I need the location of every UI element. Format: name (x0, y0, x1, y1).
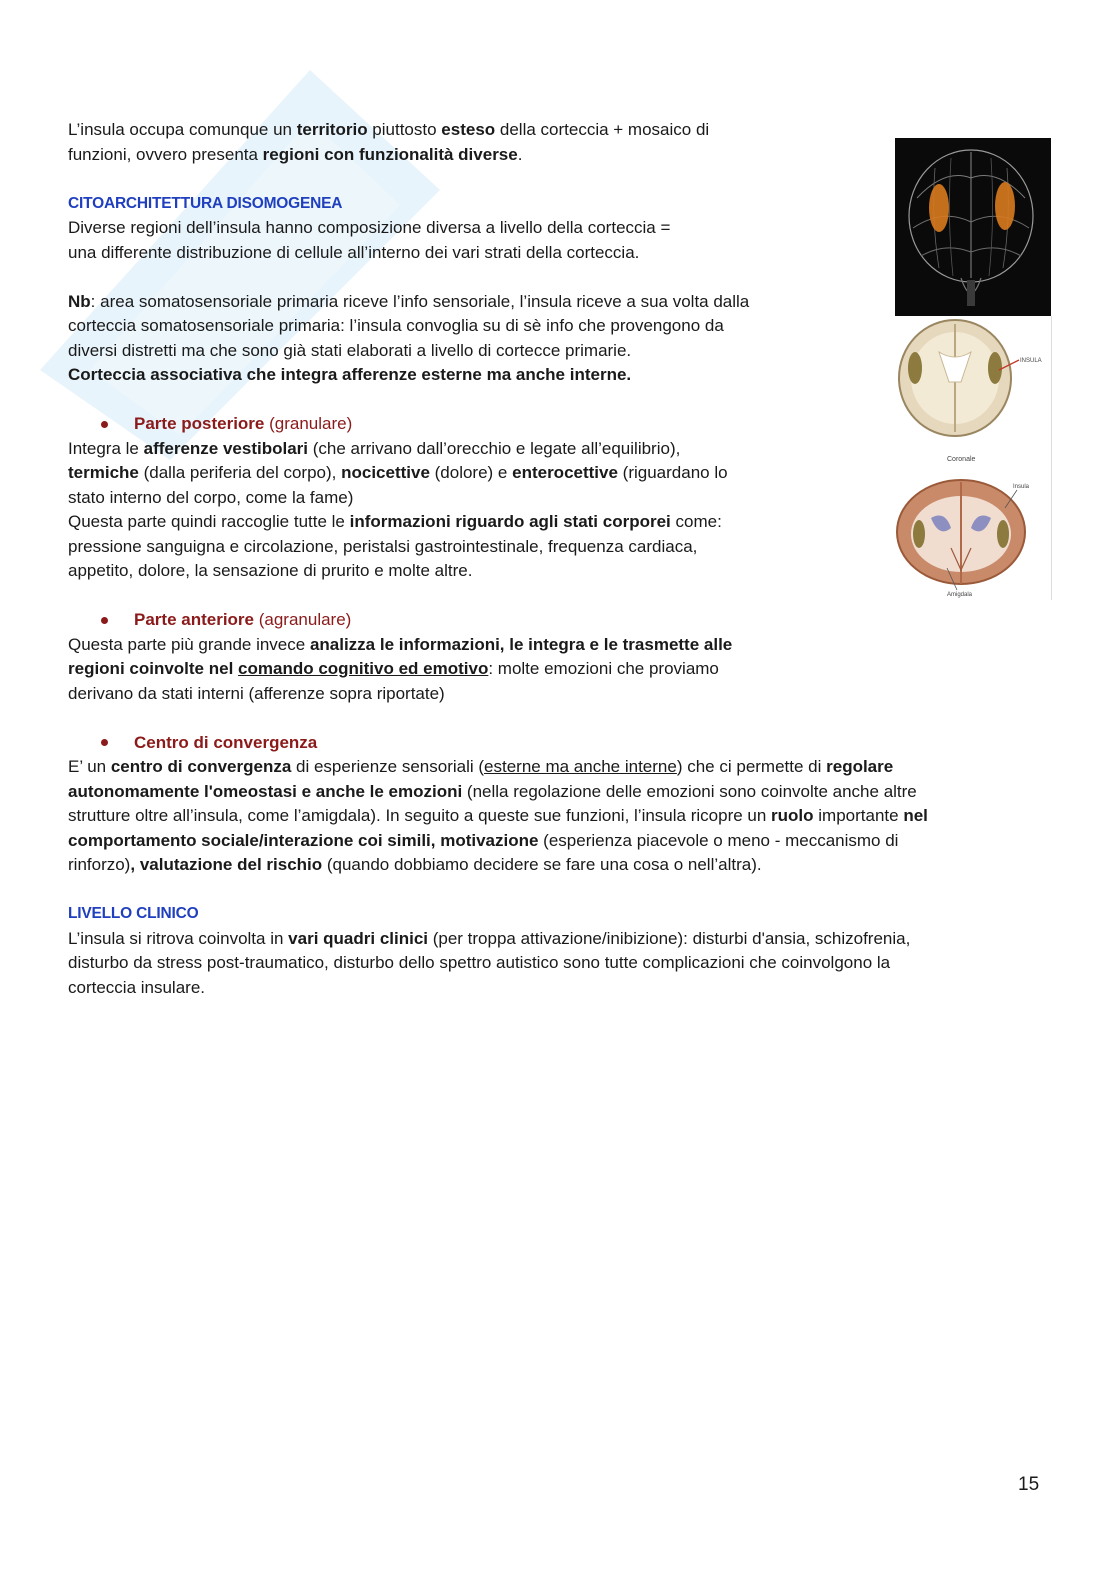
bullet-dot (101, 421, 108, 428)
bullet-centro-di-convergenza: Centro di convergenza (68, 731, 1018, 756)
bullet-dot (101, 739, 108, 746)
insula-figures (895, 138, 1053, 600)
brain-3d-render (895, 138, 1051, 316)
paragraph-line: derivano da stati interni (afferenze sopra riportate) (68, 683, 445, 703)
paragraph-line: rinforzo), valutazione del rischio (quando dobbiamo decidere se fare una cosa o nell’altra). (68, 855, 762, 874)
intro-line-2: funzioni, ovvero presenta regioni con funzionalità diverse. (68, 144, 523, 164)
paragraph-line: una differente distribuzione di cellule all’interno dei vari strati della corteccia. (68, 242, 640, 262)
paragraph-line: Diverse regioni dell’insula hanno composizione diversa a livello della corteccia = (68, 218, 671, 237)
label-insula: INSULA (1020, 358, 1042, 364)
section-heading-citoarchitettura: CITOARCHITETTURA DISOMOGENEA (68, 194, 343, 212)
paragraph-line: disturbo da stress post-traumatico, disturbo dello spettro autistico sono tutte complicazioni che coinvolgono la (68, 953, 891, 972)
label-amigdala: Amigdala (947, 592, 973, 598)
nb-line-3: diversi distretti ma che sono già stati elaborati a livello di cortecce primarie. (68, 340, 632, 360)
document-body (68, 118, 1018, 1000)
paragraph-line: Questa parte più grande invece analizza le informazioni, le integra e le trasmette alle (68, 634, 733, 654)
bullet-parte-posteriore: Parte posteriore (granulare) (68, 412, 1018, 437)
paragraph-line: regioni coinvolte nel comando cognitivo ed emotivo: molte emozioni che proviamo (68, 659, 719, 678)
bullet-dot (101, 617, 108, 624)
paragraph-line: strutture oltre all’insula, come l’amigdala). In seguito a queste sue funzioni, l’insula ricopre un ruolo importante nel (68, 806, 928, 825)
paragraph-line: E’ un centro di convergenza di esperienze sensoriali (esterne ma anche interne) che ci permette di regolare (68, 757, 894, 776)
nb-line-4: Corteccia associativa che integra afferenze esterne ma anche interne. (68, 365, 632, 384)
section-heading-livello-clinico: LIVELLO CLINICO (68, 905, 199, 922)
paragraph-line: comportamento sociale/interazione coi simili, motivazione (esperienza piacevole o meno - meccanismo di (68, 830, 899, 850)
nb-line-2: corteccia somatosensoriale primaria: l’insula convoglia su di sè info che provengono da (68, 316, 724, 335)
paragraph-line: Integra le afferenze vestibolari (che arrivano dall’orecchio e legate all’equilibrio), (68, 438, 681, 458)
paragraph-line: termiche (dalla periferia del corpo), nocicettive (dolore) e enterocettive (riguardano lo (68, 463, 728, 482)
paragraph-line: appetito, dolore, la sensazione di prurito e molte altre. (68, 561, 473, 580)
paragraph-line: corteccia insulare. (68, 977, 206, 997)
paragraph-line: stato interno del corpo, come la fame) (68, 487, 354, 507)
page-number: 15 (1018, 1474, 1040, 1495)
label-insula-coronal: Insula (1013, 484, 1030, 490)
paragraph-line: Questa parte quindi raccoglie tutte le informazioni riguardo agli stati corporei come: (68, 512, 722, 531)
brain-axial-section (899, 320, 1042, 463)
bullet-parte-anteriore: Parte anteriore (agranulare) (68, 608, 1018, 633)
brain-coronal-section (897, 480, 1030, 598)
nb-line-1: Nb: area somatosensoriale primaria riceve l’info sensoriale, l’insula riceve a sua volta dalla (68, 291, 750, 311)
intro-line-1: L’insula occupa comunque un territorio piuttosto esteso della corteccia + mosaico di (68, 120, 710, 139)
paragraph-line: autonomamente l'omeostasi e anche le emozioni (nella regolazione delle emozioni sono coinvolte anche altre (68, 781, 917, 801)
label-coronale: Coronale (947, 456, 976, 463)
paragraph-line: L’insula si ritrova coinvolta in vari quadri clinici (per troppa attivazione/inibizione): disturbi d'ansia, schizofrenia, (68, 928, 911, 948)
paragraph-line: pressione sanguigna e circolazione, peristalsi gastrointestinale, frequenza cardiaca, (68, 536, 698, 556)
